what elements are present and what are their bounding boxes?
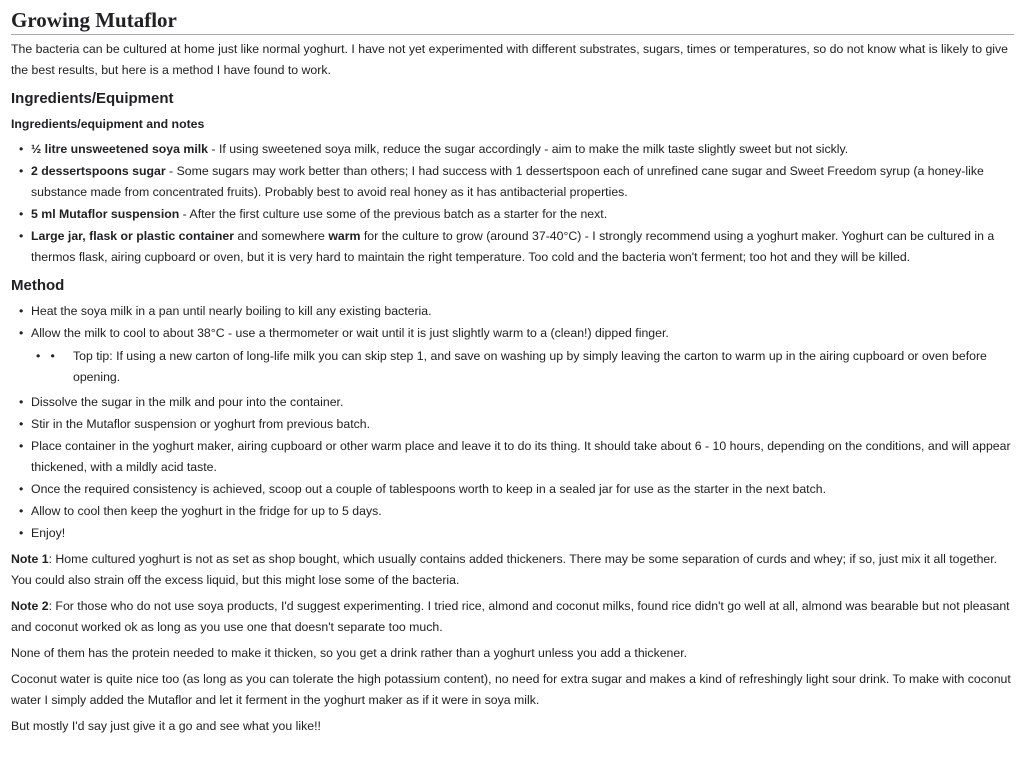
ingredient-name: ½ litre unsweetened soya milk [31, 142, 209, 156]
note-1 [11, 549, 1014, 591]
list-item: • Stir in the Mutaflor suspension or yoghurt from previous batch. [31, 414, 1014, 435]
page-title: Growing Mutaflor [11, 6, 1014, 35]
paragraph: But mostly I'd say just give it a go and see what you like!! [11, 719, 321, 733]
note-2 [11, 596, 1014, 638]
method-heading: Method [11, 277, 65, 294]
ingredient-note: for the culture to grow (around 37-40°C) - I strongly recommend using a yoghurt maker. Yoghurt can be cultured in a thermos flask, airing cupboard or oven, but it is very hard to maintain the right temperature. Too cold and the bacteria won't ferment; too hot and they will be killed. [31, 229, 995, 264]
ingredient-name: 2 dessertspoons sugar [31, 164, 166, 178]
list-item: • Allow to cool then keep the yoghurt in the fridge for up to 5 days. [31, 501, 1014, 522]
ingredients-list [11, 139, 1014, 268]
list-item: • Heat the soya milk in a pan until nearly boiling to kill any existing bacteria. [31, 301, 1014, 322]
list-item: • Place container in the yoghurt maker, airing cupboard or other warm place and leave it to do its thing. It should take about 6 - 10 hours, depending on the conditions, and will appear thickened, with a mildly acid taste. [31, 436, 1014, 478]
method-step-text: Allow the milk to cool to about 38°C - use a thermometer or wait until it is just slightly warm to a (clean!) dipped finger. [31, 326, 669, 340]
note-text: : For those who do not use soya products, I'd suggest experimenting. I tried rice, almond and coconut milks, found rice didn't go well at all, almond was bearable but not pleasant and coconut worked ok as long as you use one that doesn't separate too much. [11, 599, 1010, 634]
list-item: • Enjoy! [31, 523, 1014, 544]
intro-paragraph: The bacteria can be cultured at home just like normal yoghurt. I have not yet experimented with different substrates, sugars, times or temperatures, so do not know what is likely to give the best results, but here is a method I have found to work. [11, 42, 1009, 77]
note-label: Note 1 [11, 552, 49, 566]
tip-item: • • Top tip: If using a new carton of long-life milk you can skip step 1, and save on washing up by simply leaving the carton to warm up in the airing cupboard or oven before opening. [73, 346, 1014, 388]
ingredient-note: - If using sweetened soya milk, reduce the sugar accordingly - aim to make the milk taste slightly sweet but not sickly. [208, 142, 849, 156]
note-label: Note 2 [11, 599, 49, 613]
tip-list [31, 346, 1014, 388]
paragraph: None of them has the protein needed to make it thicken, so you get a drink rather than a yoghurt unless you add a thickener. [11, 646, 688, 660]
list-item [31, 323, 1014, 388]
list-item: • Once the required consistency is achieved, scoop out a couple of tablespoons worth to keep in a sealed jar for use as the starter in the next batch. [31, 479, 1014, 500]
ingredients-heading: Ingredients/Equipment [11, 90, 174, 107]
list-item [31, 161, 1014, 203]
ingredient-emphasis: warm [328, 229, 361, 243]
ingredient-note: - Some sugars may work better than others; I had success with 1 dessertspoon each of unrefined cane sugar and Sweet Freedom syrup (a honey-like substance made from concentrated fruits). Probably best to avoid real honey as it has antibacterial properties. [31, 164, 984, 199]
list-item [31, 139, 1014, 160]
ingredients-subheading: Ingredients/equipment and notes [11, 117, 205, 131]
ingredient-note: - After the first culture use some of the previous batch as a starter for the next. [179, 207, 608, 221]
ingredient-name: Large jar, flask or plastic container [31, 229, 234, 243]
method-list [11, 301, 1014, 544]
paragraph: Coconut water is quite nice too (as long as you can tolerate the high potassium content), no need for extra sugar and makes a kind of refreshingly light sour drink. To make with coconut water I simply added the Mutaflor and let it ferment in the yoghurt maker as if it were in soya milk. [11, 672, 1011, 707]
ingredient-name: 5 ml Mutaflor suspension [31, 207, 180, 221]
note-text: : Home cultured yoghurt is not as set as shop bought, which usually contains added thickeners. There may be some separation of curds and whey; if so, just mix it all together. You could also strain off the excess liquid, but this might lose some of the bacteria. [11, 552, 998, 587]
list-item [31, 204, 1014, 225]
list-item: • Dissolve the sugar in the milk and pour into the container. [31, 392, 1014, 413]
ingredient-note: and somewhere [233, 229, 329, 243]
list-item [31, 226, 1014, 268]
